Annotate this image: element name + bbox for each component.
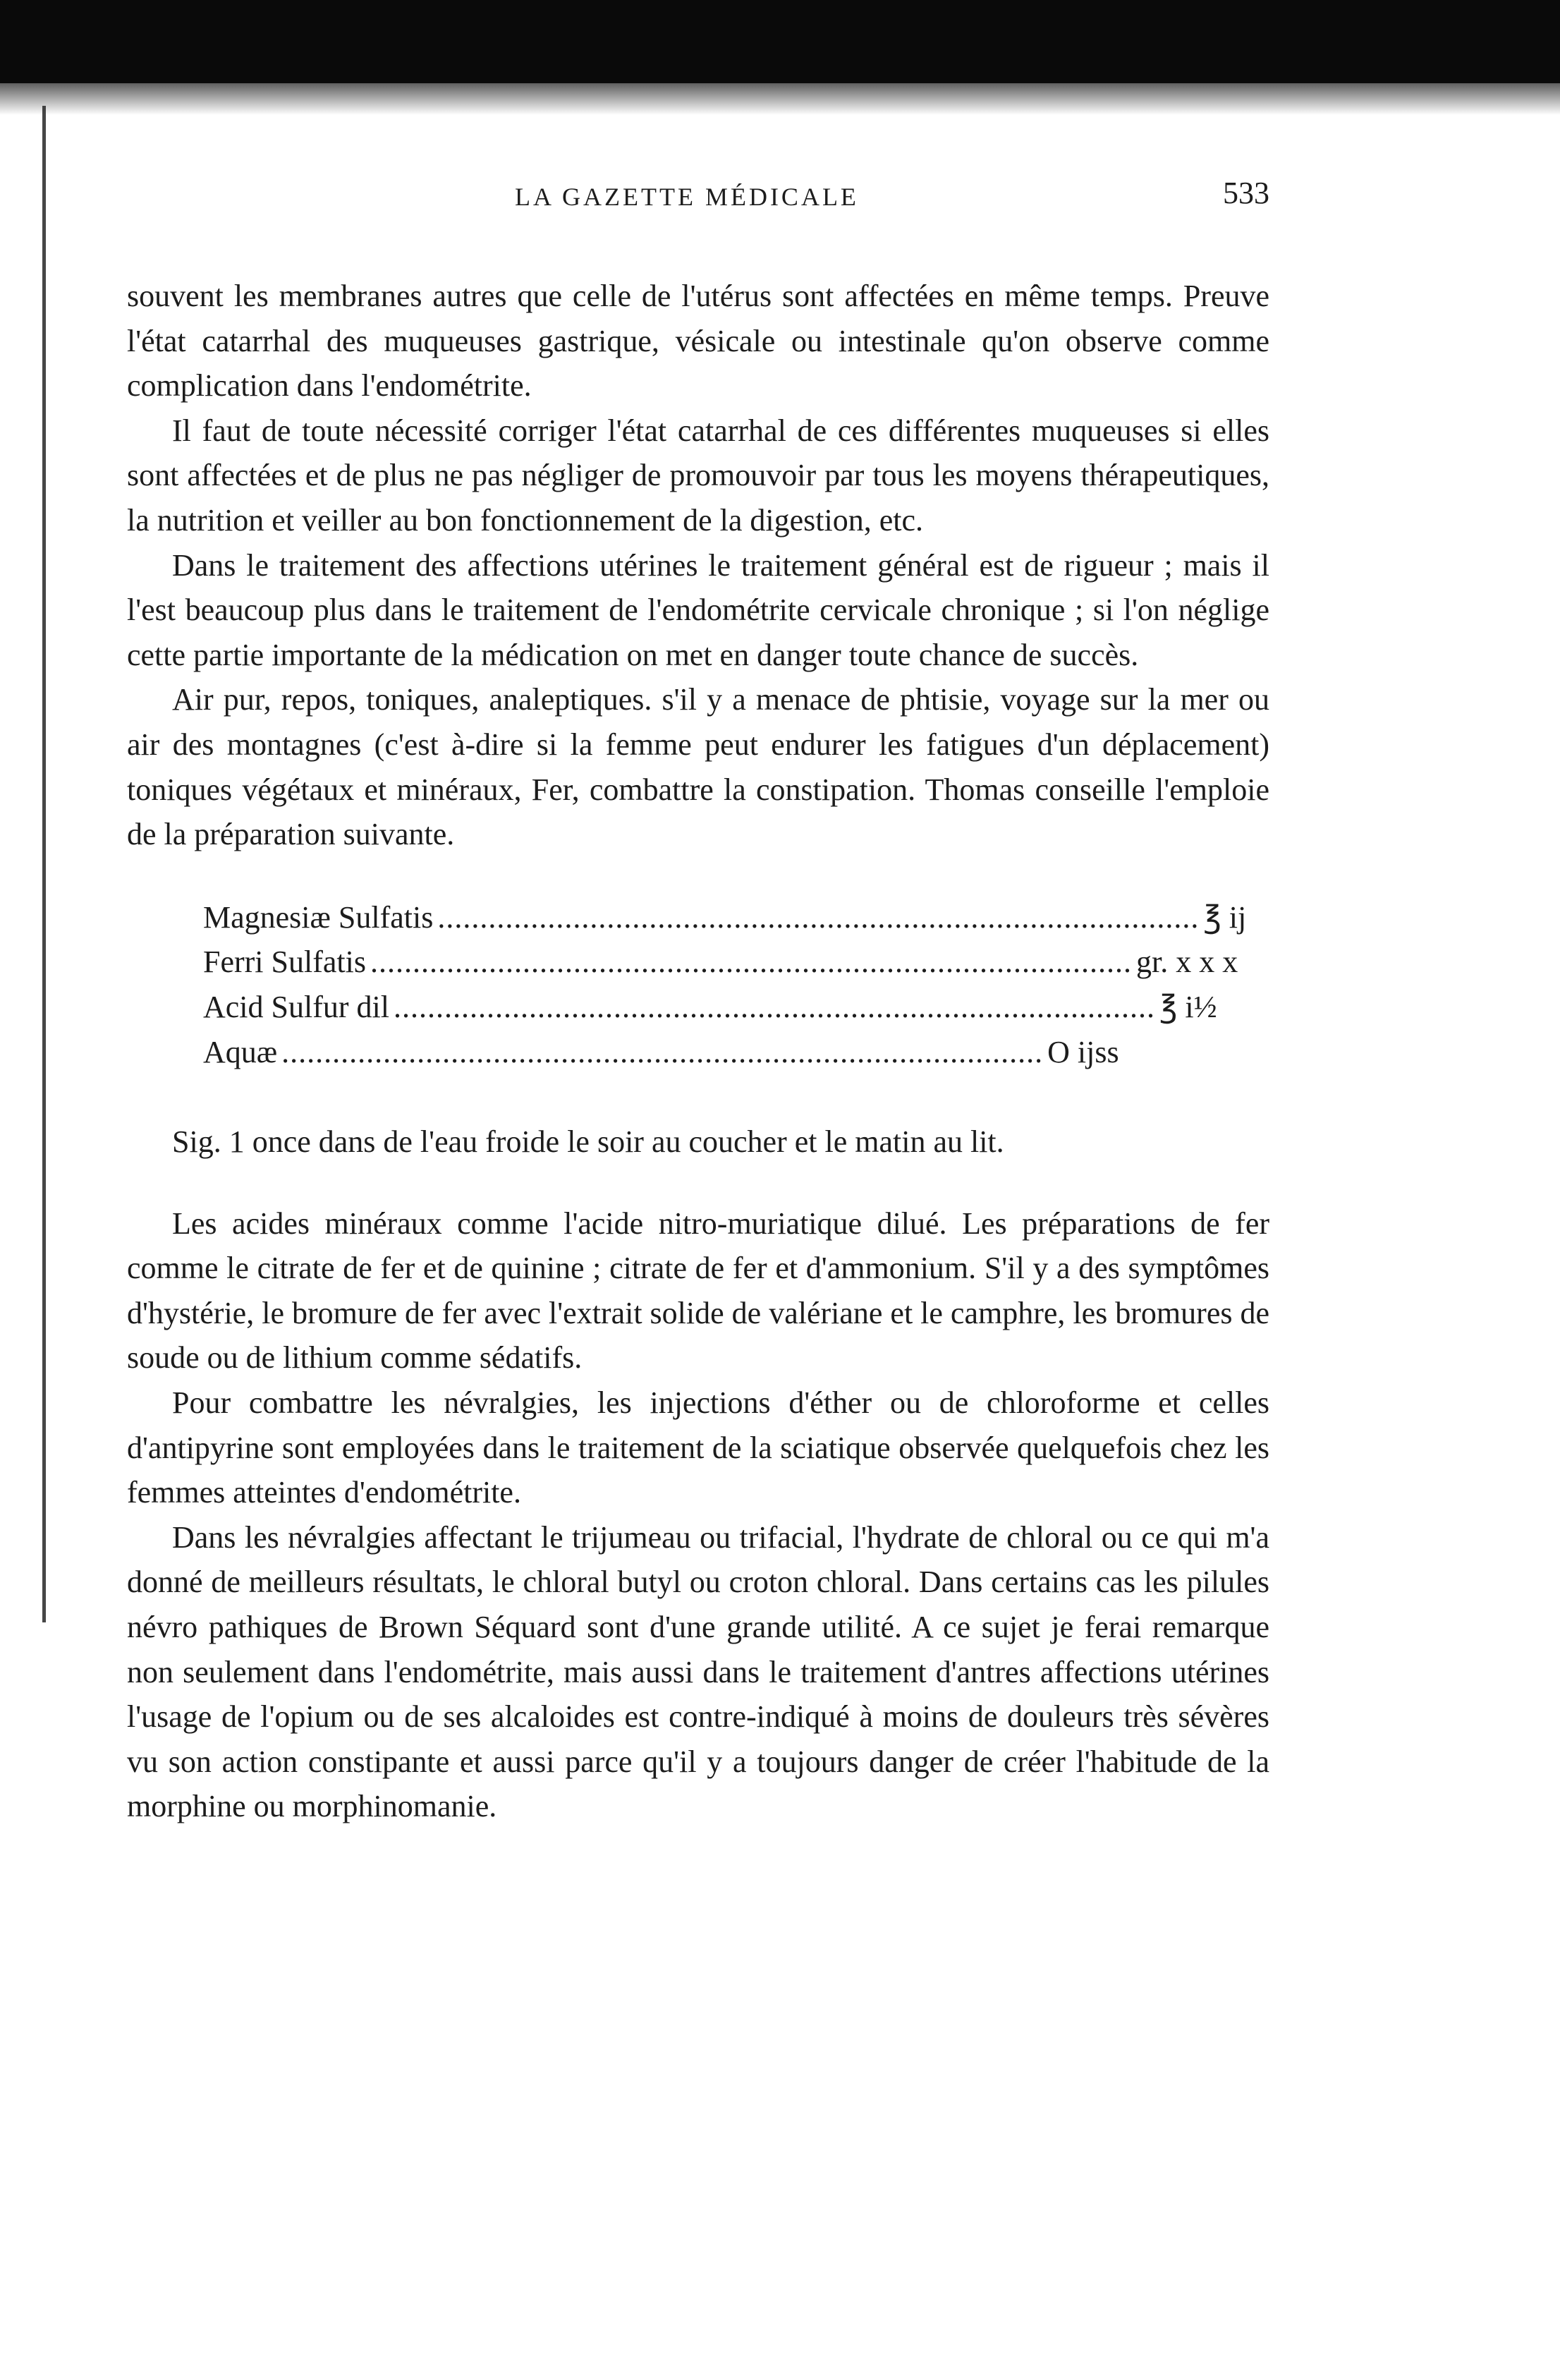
scan-border-top (0, 0, 1560, 83)
dot-leader: .......................................................................................... (370, 945, 1132, 980)
drug-dose: O ijss (1047, 1034, 1119, 1069)
prescription (203, 899, 1247, 1079)
paragraph-trigeminal: Dans les névralgies affectant le trijumeau ou trifacial, l'hydrate de chloral ou ce qui m'a donné de meilleurs résultats, le chloral butyl ou croton chloral. Dans certains cas les pilules névro pathiques de Brown Séquard sont d'une grande utilité. A ce sujet je ferai remarque non seulement dans l'endométrite, mais aussi dans le traitement d'antres affections utérines l'usage de l'opium ou de ses alcaloides est contre-indiqué à moins de douleurs très sévères vu son action constipante et aussi parce qu'il y a toujours danger de créer l'habitude de la morphine ou morphinomanie. (127, 1519, 1269, 1824)
dosage-instructions: Sig. 1 once dans de l'eau froide le soir au coucher et le matin au lit. (172, 1124, 1004, 1160)
prescription-line (203, 944, 1238, 989)
dot-leader: .......................................................................................... (281, 1034, 1044, 1069)
drug-name: Magnesiæ Sulfatis (203, 899, 434, 935)
paragraph-neuralgia: Pour combattre les névralgies, les injections d'éther ou de chloroforme et celles d'antipyrine sont employées dans le traitement de la sciatique observée quelquefois chez les femmes atteintes d'endométrite. (127, 1385, 1269, 1510)
paragraph-mineral-acids: Les acides minéraux comme l'acide nitro-muriatique dilué. Les préparations de fer comme le citrate de fer et de quinine ; citrate de fer et d'ammonium. S'il y a des symptômes d'hystérie, le bromure de fer avec l'extrait solide de valériane et le camphre, les bromures de soude ou de lithium comme sédatifs. (127, 1206, 1269, 1376)
scan-border-left (42, 106, 46, 1622)
dot-leader: .......................................................................................... (437, 899, 1200, 935)
prescription-line (203, 1034, 1119, 1079)
drug-dose: gr. x x x (1135, 945, 1238, 980)
paragraph-general-treatment: Dans le traitement des affections utérines le traitement général est de rigueur ; mais il l'est beaucoup plus dans le traitement de l'endométrite cervicale chronique ; si l'on néglige cette partie importante de la médication on met en danger toute chance de succès. (127, 547, 1269, 672)
running-title: LA GAZETTE MÉDICALE (515, 183, 859, 211)
prescription-line (203, 899, 1247, 945)
drug-dose: ℥ ij (1203, 899, 1247, 935)
scan-shadow (0, 83, 1560, 115)
drug-dose: ℥ i½ (1159, 989, 1217, 1024)
page-body (127, 274, 1269, 1829)
drug-name: Ferri Sulfatis (203, 945, 366, 980)
drug-name: Acid Sulfur dil (203, 989, 389, 1024)
paragraph-tonics: Air pur, repos, toniques, analeptiques. s'il y a menace de phtisie, voyage sur la mer ou air des montagnes (c'est à-dire si la femme peut endurer les fatigues d'un déplacement) toniques végétaux et minéraux, Fer, combattre la constipation. Thomas conseille l'emploie de la préparation suivante. (127, 682, 1269, 852)
dot-leader: .......................................................................................... (393, 989, 1155, 1024)
page-number: 533 (1223, 176, 1269, 210)
paragraph-catarrhal-state: Il faut de toute nécessité corriger l'état catarrhal de ces différentes muqueuses si elles sont affectées et de plus ne pas négliger de promouvoir par tous les moyens thérapeutiques, la nutrition et veiller au bon fonctionnement de la digestion, etc. (127, 413, 1269, 538)
drug-name: Aquæ (203, 1034, 278, 1069)
prescription-line (203, 989, 1217, 1034)
paragraph-continuation: souvent les membranes autres que celle de l'utérus sont affectées en même temps. Preuve l'état catarrhal des muqueuses gastrique, vésicale ou intestinale qu'on observe comme complication dans l'endométrite. (127, 279, 1269, 403)
